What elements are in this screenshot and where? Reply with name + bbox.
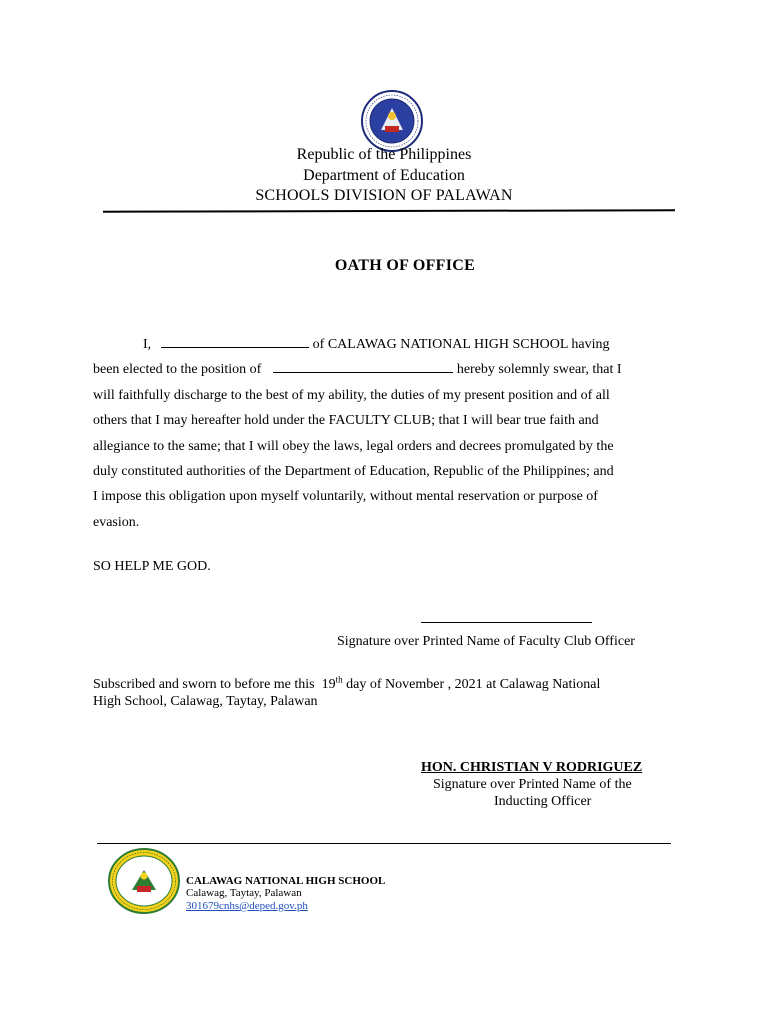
oath-text: been elected to the position of xyxy=(93,362,262,378)
sworn-day: 19 xyxy=(321,677,336,692)
sworn-day-suffix: th xyxy=(335,674,343,685)
oath-line xyxy=(93,357,673,382)
deped-seal-icon xyxy=(361,90,423,152)
inducting-officer-label: Signature over Printed Name of the xyxy=(433,777,632,792)
sworn-line: High School, Calawag, Taytay, Palawan xyxy=(93,694,318,709)
oath-text: hereby solemnly swear, that I xyxy=(456,362,622,378)
oath-line: allegiance to the same; that I will obey the laws, legal orders and decrees promulgated by the xyxy=(93,438,614,454)
position-blank xyxy=(273,359,453,373)
document-title: OATH OF OFFICE xyxy=(334,257,476,274)
header-department: Department of Education xyxy=(303,167,465,184)
header-republic: Republic of the Philippines xyxy=(296,146,472,163)
name-blank xyxy=(161,334,309,348)
oath-line: evasion. xyxy=(93,514,140,530)
inducting-officer-name: HON. CHRISTIAN V RODRIGUEZ xyxy=(421,760,643,775)
header-divider xyxy=(103,209,675,212)
oath-line: I impose this obligation upon myself voluntarily, without mental reservation or purpose of xyxy=(93,489,598,505)
oath-text: I, xyxy=(143,337,152,352)
oath-line xyxy=(93,332,673,357)
oath-line: duly constituted authorities of the Department of Education, Republic of the Philippines; and xyxy=(93,464,614,480)
officer-signature-line xyxy=(421,622,592,623)
sworn-prefix: Subscribed and sworn to before me this xyxy=(93,677,315,692)
footer-address: Calawag, Taytay, Palawan xyxy=(186,887,302,899)
oath-text: of CALAWAG NATIONAL HIGH SCHOOL having xyxy=(312,337,610,352)
officer-signature-label: Signature over Printed Name of Faculty Club Officer xyxy=(337,634,635,649)
footer-divider xyxy=(97,843,671,844)
footer-email-link[interactable]: 301679cnhs@deped.gov.ph xyxy=(186,900,308,912)
oath-line: others that I may hereafter hold under the FACULTY CLUB; that I will bear true faith and xyxy=(93,413,599,429)
sworn-statement xyxy=(93,676,693,710)
header-division: SCHOOLS DIVISION OF PALAWAN xyxy=(255,187,513,204)
oath-paragraph xyxy=(93,332,673,535)
footer-school-name: CALAWAG NATIONAL HIGH SCHOOL xyxy=(186,875,386,887)
oath-line: will faithfully discharge to the best of my ability, the duties of my present position and of all xyxy=(93,387,610,403)
closing-statement: SO HELP ME GOD. xyxy=(93,559,211,574)
sworn-rest: day of November , 2021 at Calawag National xyxy=(346,677,601,692)
sworn-line xyxy=(93,676,693,693)
school-seal-icon xyxy=(108,848,180,914)
inducting-officer-title: Inducting Officer xyxy=(494,794,592,809)
